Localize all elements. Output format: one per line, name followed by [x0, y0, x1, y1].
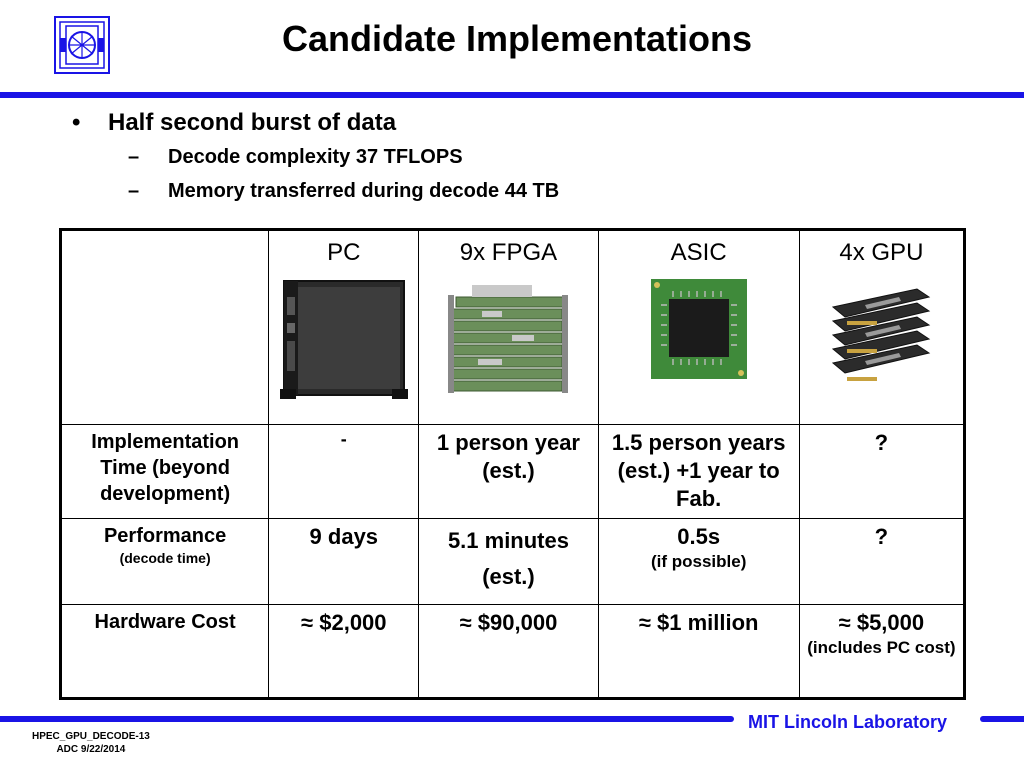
table-cell: ≈ $2,000 [269, 605, 419, 699]
pc-chassis-image [278, 277, 410, 403]
table-cell: - [269, 425, 419, 519]
row-label: Hardware Cost [61, 605, 269, 699]
table-cell: ? [799, 425, 964, 519]
header-divider [0, 92, 1024, 98]
table-cell: 1.5 person years (est.) +1 year to Fab. [598, 425, 799, 519]
row-label: Performance [103, 525, 227, 547]
column-header-fpga [419, 230, 598, 425]
column-header-pc [269, 230, 419, 425]
header-row [61, 230, 965, 425]
bullet-dot: • [72, 109, 81, 136]
column-header-asic [598, 230, 799, 425]
table-cell: 5.1 minutes (est.) [419, 519, 598, 605]
table-cell-note: (includes PC cost) [807, 638, 956, 657]
footer-meta [32, 730, 150, 756]
bullet-main [72, 106, 559, 140]
table-row [61, 605, 965, 699]
table-cell-text: 0.5s [677, 524, 721, 549]
row-label: Implementation Time (beyond development) [61, 425, 269, 519]
table-cell: ≈ $1 million [598, 605, 799, 699]
bullet-list [72, 106, 559, 208]
empty-corner-cell [61, 230, 269, 425]
row-label-cell [61, 519, 269, 605]
column-header-label: ASIC [670, 239, 727, 266]
row-label-sub: (decode time) [119, 550, 211, 566]
fpga-board-stack-image [442, 277, 574, 403]
gpu-card-stack-image [825, 277, 937, 403]
table-cell: ≈ $90,000 [419, 605, 598, 699]
asic-chip-image [649, 277, 749, 381]
table-cell: 1 person year (est.) [419, 425, 598, 519]
table-cell: 9 days [269, 519, 419, 605]
footer-divider-left [0, 716, 734, 722]
table-row [61, 425, 965, 519]
table-cell-text: ≈ $5,000 [838, 610, 925, 635]
table-cell: ? [799, 519, 964, 605]
footer-organization: MIT Lincoln Laboratory [748, 712, 948, 732]
table-cell-note: (if possible) [650, 552, 747, 571]
slide-title: Candidate Implementations [281, 18, 753, 59]
sub-bullet-text: Decode complexity 37 TFLOPS [168, 146, 463, 168]
sub-bullet [72, 174, 559, 208]
table-row [61, 519, 965, 605]
column-header-label: PC [327, 239, 361, 266]
footer-author-date: ADC 9/22/2014 [56, 744, 126, 755]
bullet-main-text: Half second burst of data [108, 109, 397, 136]
column-header-label: 4x GPU [839, 239, 924, 266]
implementation-comparison-table [59, 228, 966, 700]
table-cell-gpu [799, 605, 964, 699]
sub-bullet [72, 140, 559, 174]
table-cell-asic [598, 519, 799, 605]
sub-bullet-dash: – [128, 146, 140, 168]
footer-divider-right [980, 716, 1024, 722]
footer-slide-id: HPEC_GPU_DECODE-13 [32, 731, 150, 742]
sub-bullet-dash: – [128, 180, 140, 202]
column-header-gpu [799, 230, 964, 425]
column-header-label: 9x FPGA [459, 239, 558, 266]
sub-bullet-text: Memory transferred during decode 44 TB [168, 180, 560, 202]
